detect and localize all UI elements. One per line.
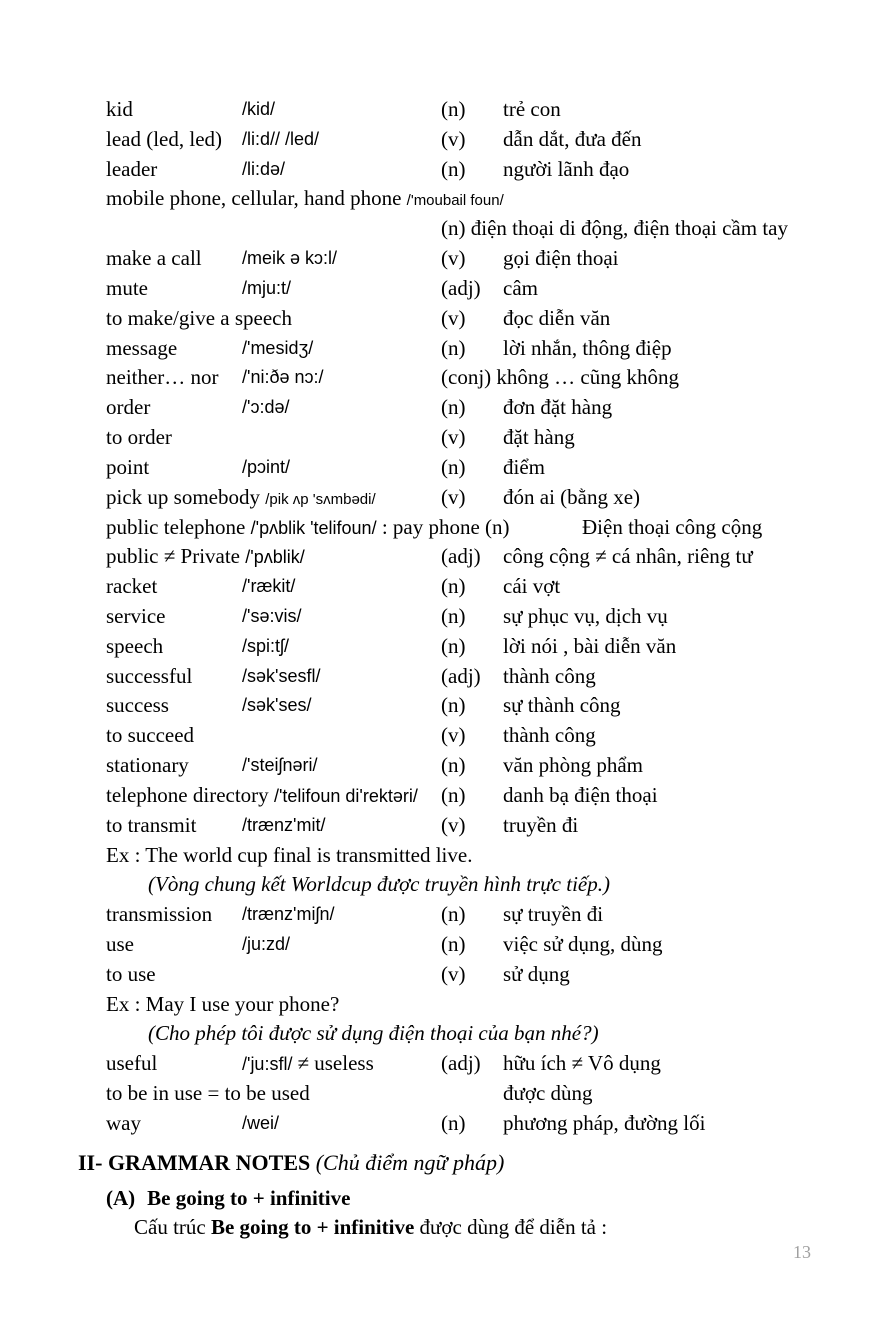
vocab-word: point <box>106 455 150 479</box>
vocab-word: stationary <box>106 753 189 777</box>
section-title-translation: (Chủ điểm ngữ pháp) <box>315 1150 505 1175</box>
vocab-word: racket <box>106 574 158 598</box>
vocab-word: to transmit <box>106 813 197 837</box>
vocab-row <box>0 333 894 363</box>
vocab-word: to order <box>106 425 172 449</box>
section-heading <box>78 1148 504 1178</box>
example-translation: (Cho phép tôi được sử dụng điện thoại của bạn nhé?) <box>148 1021 599 1045</box>
vocab-word: public telephone <box>106 515 246 539</box>
vocab-row <box>0 571 894 601</box>
vocab-word: mute <box>106 276 148 300</box>
vocab-word: neither… nor <box>106 365 219 389</box>
vocab-line <box>106 183 504 216</box>
vocab-part-of-speech: (n) <box>441 693 466 717</box>
vocab-part-of-speech: (v) <box>441 127 466 151</box>
vocab-row <box>0 541 894 571</box>
vocab-part-of-speech: (conj) <box>441 365 492 389</box>
vocab-row <box>0 631 894 661</box>
vocab-pronunciation: /pɔint/ <box>242 457 291 477</box>
vocab-part-of-speech: (n) <box>441 932 466 956</box>
vocab-pronunciation: /spi:tʃ/ <box>242 636 290 656</box>
vocab-row <box>0 303 894 333</box>
vocab-pronunciation: /'pʌblik 'telifoun/ <box>250 518 377 538</box>
vocab-word: useful <box>106 1051 158 1075</box>
vocab-part-of-speech: (n) <box>441 634 466 658</box>
example-row <box>0 869 894 899</box>
vocab-meaning: sự thành công <box>503 693 621 717</box>
vocab-part-of-speech: (n) <box>441 753 466 777</box>
vocab-pronunciation: /'ju:sfl/ <box>242 1054 293 1074</box>
vocab-pronunciation: /trænz'miʃn/ <box>242 904 335 924</box>
vocab-meaning: sự truyền đi <box>503 902 604 926</box>
vocab-part-of-speech: (adj) <box>441 276 481 300</box>
vocab-word: public ≠ Private <box>106 544 240 568</box>
vocab-meaning: cái vợt <box>503 574 561 598</box>
vocab-line <box>106 541 305 572</box>
vocab-word: successful <box>106 664 193 688</box>
vocab-pronunciation: /'pʌblik/ <box>245 547 305 567</box>
vocab-word: message <box>106 336 178 360</box>
vocab-part-of-speech: (adj) <box>441 544 481 568</box>
vocab-word: transmission <box>106 902 213 926</box>
vocab-meaning: phương pháp, đường lối <box>503 1111 706 1135</box>
vocab-part-of-speech: (adj) <box>441 664 481 688</box>
vocab-pronunciation: /sək'sesfl/ <box>242 666 321 686</box>
vocab-pronunciation: /pik ʌp 'sʌmbədi/ <box>265 491 376 508</box>
vocab-part-of-speech: (v) <box>441 485 466 509</box>
vocab-part-of-speech: (n) <box>441 902 466 926</box>
vocab-part-of-speech: (n) <box>441 157 466 181</box>
vocab-row <box>0 392 894 422</box>
vocab-word: service <box>106 604 166 628</box>
vocab-pronunciation: /ju:zd/ <box>242 934 291 954</box>
vocab-pronunciation: /li:d// /led/ <box>242 129 320 149</box>
vocab-line <box>106 482 376 515</box>
vocab-row <box>0 1108 894 1138</box>
vocab-row <box>0 213 894 243</box>
vocab-part-of-speech: (n) <box>441 604 466 628</box>
vocab-pronunciation: /'telifoun di'rektəri/ <box>273 786 418 806</box>
vocab-meaning: thành công <box>503 723 596 747</box>
example-sentence: Ex : The world cup final is transmitted live. <box>106 843 473 867</box>
vocab-meaning: người lãnh đạo <box>503 157 630 181</box>
vocab-meaning: Điện thoại công cộng <box>582 515 763 539</box>
example-sentence: Ex : May I use your phone? <box>106 992 340 1016</box>
vocab-row <box>0 601 894 631</box>
vocab-meaning: câm <box>503 276 538 300</box>
vocab-meaning: đơn đặt hàng <box>503 395 613 419</box>
vocab-meaning: văn phòng phẩm <box>503 753 643 777</box>
vocab-pronunciation: /'steiʃnəri/ <box>242 755 318 775</box>
vocab-synonym: : pay phone (n) <box>381 515 510 539</box>
vocab-word: to make/give a speech <box>106 306 293 330</box>
vocab-meaning: không … cũng không <box>496 365 679 389</box>
vocab-row <box>0 690 894 720</box>
vocab-row <box>0 750 894 780</box>
vocab-word: order <box>106 395 151 419</box>
vocab-pronunciation: /'ni:ðə nɔ:/ <box>242 367 324 387</box>
vocab-row <box>0 1048 894 1078</box>
vocab-word: lead (led, led) <box>106 127 223 151</box>
vocab-part-of-speech: (n) <box>441 455 466 479</box>
vocab-meaning: (n) điện thoại di động, điện thoại cầm tay <box>441 216 788 240</box>
vocab-meaning: lời nhắn, thông điệp <box>503 336 672 360</box>
vocab-word: kid <box>106 97 133 121</box>
vocab-row <box>0 362 894 392</box>
vocab-row <box>0 899 894 929</box>
vocab-row <box>0 422 894 452</box>
vocab-part-of-speech: (n) <box>441 574 466 598</box>
vocab-pronunciation: /'sə:vis/ <box>242 606 302 626</box>
vocab-word: to use <box>106 962 156 986</box>
vocab-pronunciation: /wei/ <box>242 1113 280 1133</box>
vocab-row <box>0 810 894 840</box>
vocab-pronunciation: /meik ə kɔ:l/ <box>242 248 338 268</box>
vocab-meaning: sử dụng <box>503 962 570 986</box>
vocab-word: leader <box>106 157 158 181</box>
vocab-part-of-speech: (n) <box>441 336 466 360</box>
vocab-line <box>106 512 510 543</box>
vocab-meaning: thành công <box>503 664 596 688</box>
vocab-word: success <box>106 693 169 717</box>
vocab-row <box>0 94 894 124</box>
section-title: II- GRAMMAR NOTES <box>78 1150 311 1175</box>
vocab-row <box>0 243 894 273</box>
vocab-meaning: hữu ích ≠ Vô dụng <box>503 1051 661 1075</box>
vocab-meaning: gọi điện thoại <box>503 246 619 270</box>
example-row <box>0 840 894 870</box>
vocab-pronunciation: /'ɔ:də/ <box>242 397 290 417</box>
vocab-row <box>0 959 894 989</box>
vocab-line <box>106 780 418 811</box>
vocab-meaning: trẻ con <box>503 97 561 121</box>
vocab-pronunciation: /mju:t/ <box>242 278 292 298</box>
page-number: 13 <box>793 1242 811 1262</box>
example-row <box>0 1018 894 1048</box>
vocab-word: speech <box>106 634 164 658</box>
vocab-part-of-speech: (adj) <box>441 1051 481 1075</box>
vocab-row <box>0 780 894 810</box>
vocab-row <box>0 512 894 542</box>
vocab-pronunciation: /kid/ <box>242 99 276 119</box>
vocab-pronunciation: /sək'ses/ <box>242 695 312 715</box>
vocab-part-of-speech: (v) <box>441 962 466 986</box>
vocab-pronunciation: /'mesidʒ/ <box>242 338 314 358</box>
vocab-word: make a call <box>106 246 202 270</box>
vocab-pronunciation: /li:də/ <box>242 159 286 179</box>
vocab-meaning-line <box>441 362 679 392</box>
intro-before: Cấu trúc <box>134 1215 211 1239</box>
vocab-row <box>0 273 894 303</box>
vocab-word: pick up somebody <box>106 485 260 509</box>
vocab-word: way <box>106 1111 141 1135</box>
vocab-row <box>0 482 894 512</box>
vocab-word: mobile phone, cellular, hand phone <box>106 186 402 210</box>
vocab-meaning: lời nói , bài diễn văn <box>503 634 677 658</box>
intro-sentence <box>134 1212 607 1242</box>
intro-after: được dùng để diễn tả : <box>414 1215 608 1239</box>
vocab-part-of-speech: (n) <box>441 783 466 807</box>
vocab-meaning: điểm <box>503 455 545 479</box>
vocab-meaning: truyền đi <box>503 813 579 837</box>
vocab-pronunciation: /'rækit/ <box>242 576 296 596</box>
vocab-part-of-speech: (n) <box>441 1111 466 1135</box>
vocab-meaning: đặt hàng <box>503 425 575 449</box>
intro-structure: Be going to + infinitive <box>210 1215 415 1239</box>
vocab-word: to succeed <box>106 723 195 747</box>
vocab-row <box>0 183 894 213</box>
vocab-row <box>0 929 894 959</box>
vocab-meaning: được dùng <box>503 1081 593 1105</box>
vocab-part-of-speech: (v) <box>441 813 466 837</box>
vocab-meaning: danh bạ điện thoại <box>503 783 658 807</box>
vocab-meaning: sự phục vụ, dịch vụ <box>503 604 668 628</box>
vocab-word: to be in use = to be used <box>106 1081 310 1105</box>
vocab-part-of-speech: (v) <box>441 723 466 747</box>
vocab-row <box>0 1078 894 1108</box>
vocab-pron-line <box>242 1048 374 1079</box>
vocab-meaning: đón ai (bằng xe) <box>503 485 641 509</box>
vocab-meaning: công cộng ≠ cá nhân, riêng tư <box>503 544 753 568</box>
vocab-pronunciation: /trænz'mit/ <box>242 815 326 835</box>
vocab-part-of-speech: (n) <box>441 395 466 419</box>
vocab-row <box>0 452 894 482</box>
vocab-meaning: dẫn dắt, đưa đến <box>503 127 642 151</box>
subsection-marker: (A) <box>106 1186 136 1210</box>
vocab-pronunciation: /'moubail foun/ <box>406 192 504 209</box>
example-row <box>0 989 894 1019</box>
vocab-row <box>0 720 894 750</box>
vocab-part-of-speech: (v) <box>441 246 466 270</box>
vocab-row <box>0 661 894 691</box>
vocab-word: telephone directory <box>106 783 269 807</box>
vocab-word: use <box>106 932 134 956</box>
vocab-part-of-speech: (n) <box>441 97 466 121</box>
vocab-part-of-speech: (v) <box>441 425 466 449</box>
vocab-row <box>0 154 894 184</box>
example-translation: (Vòng chung kết Worldcup được truyền hình trực tiếp.) <box>148 872 610 896</box>
vocab-antonym: ≠ useless <box>297 1051 374 1075</box>
vocab-meaning: việc sử dụng, dùng <box>503 932 663 956</box>
subsection-heading <box>106 1183 350 1213</box>
vocab-meaning: đọc diễn văn <box>503 306 611 330</box>
subsection-title: Be going to + infinitive <box>147 1186 351 1210</box>
vocab-row <box>0 124 894 154</box>
vocab-part-of-speech: (v) <box>441 306 466 330</box>
